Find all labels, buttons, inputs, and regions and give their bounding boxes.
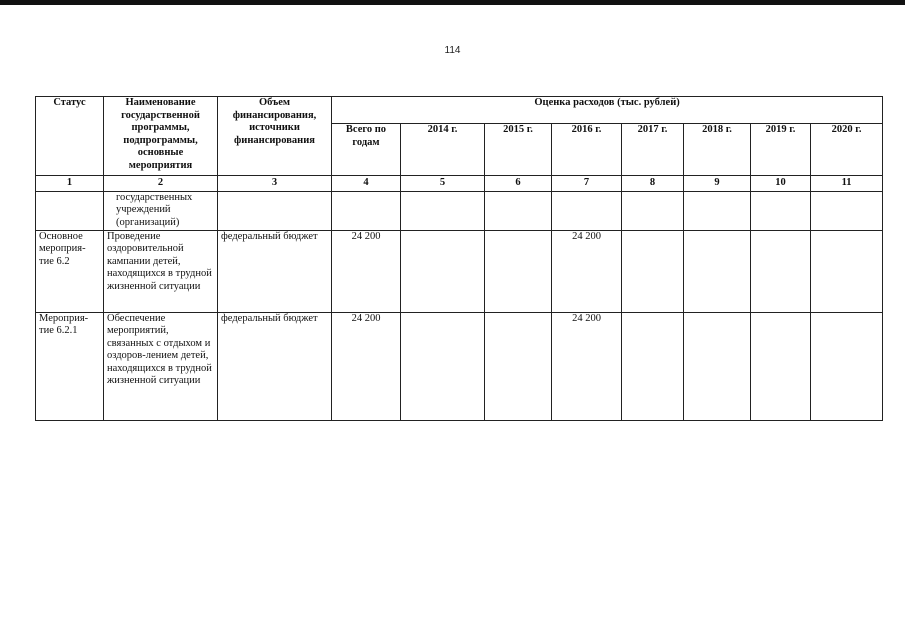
cell-name: государственных учреждений (организаций)	[104, 191, 218, 230]
header-year: 2019 г.	[751, 124, 811, 176]
cell-value: 24 200	[552, 312, 622, 420]
table-row	[36, 191, 883, 230]
cell-value	[811, 191, 883, 230]
header-name: Наименование государственной программы, подпрограммы, основные мероприятия	[104, 97, 218, 176]
column-number: 10	[751, 176, 811, 192]
column-number: 9	[684, 176, 751, 192]
cell-source: федеральный бюджет	[218, 230, 332, 312]
cell-value	[622, 312, 684, 420]
cell-source: федеральный бюджет	[218, 312, 332, 420]
cell-value	[684, 230, 751, 312]
header-row-1	[36, 97, 883, 124]
cell-value	[401, 312, 485, 420]
cell-value	[485, 191, 552, 230]
header-total: Всего по годам	[332, 124, 401, 176]
header-volume: Объем финансирования, источники финансирования	[218, 97, 332, 176]
cell-status: Основное мероприя-тие 6.2	[36, 230, 104, 312]
header-year: 2014 г.	[401, 124, 485, 176]
table-row	[36, 230, 883, 312]
column-number: 4	[332, 176, 401, 192]
cell-value	[485, 230, 552, 312]
column-number: 11	[811, 176, 883, 192]
cell-source	[218, 191, 332, 230]
cell-value	[751, 191, 811, 230]
cell-total: 24 200	[332, 312, 401, 420]
cell-name: Проведение оздоровительной кампании детей, находящихся в трудной жизненной ситуации	[104, 230, 218, 312]
header-estimate: Оценка расходов (тыс. рублей)	[332, 97, 883, 124]
header-year: 2017 г.	[622, 124, 684, 176]
column-number-row	[36, 176, 883, 192]
header-year: 2018 г.	[684, 124, 751, 176]
cell-total: 24 200	[332, 230, 401, 312]
cell-value	[622, 230, 684, 312]
cell-status	[36, 191, 104, 230]
column-number: 1	[36, 176, 104, 192]
cell-status: Мероприя-тие 6.2.1	[36, 312, 104, 420]
cell-value	[552, 191, 622, 230]
cell-value	[751, 230, 811, 312]
cell-value	[401, 191, 485, 230]
budget-table	[35, 96, 883, 421]
cell-value	[751, 312, 811, 420]
column-number: 6	[485, 176, 552, 192]
cell-total	[332, 191, 401, 230]
header-year: 2015 г.	[485, 124, 552, 176]
table-row	[36, 312, 883, 420]
header-year: 2020 г.	[811, 124, 883, 176]
column-number: 8	[622, 176, 684, 192]
cell-value	[485, 312, 552, 420]
column-number: 3	[218, 176, 332, 192]
cell-value	[811, 312, 883, 420]
cell-value	[622, 191, 684, 230]
cell-value	[811, 230, 883, 312]
page-number: 114	[444, 45, 461, 56]
scan-top-border	[0, 0, 905, 5]
column-number: 7	[552, 176, 622, 192]
cell-value	[684, 312, 751, 420]
header-year: 2016 г.	[552, 124, 622, 176]
header-status: Статус	[36, 97, 104, 176]
column-number: 5	[401, 176, 485, 192]
cell-name: Обеспечение мероприятий, связанных с отдыхом и оздоров-лением детей, находящихся в трудной жизненной ситуации	[104, 312, 218, 420]
column-number: 2	[104, 176, 218, 192]
cell-value: 24 200	[552, 230, 622, 312]
cell-value	[401, 230, 485, 312]
cell-value	[684, 191, 751, 230]
